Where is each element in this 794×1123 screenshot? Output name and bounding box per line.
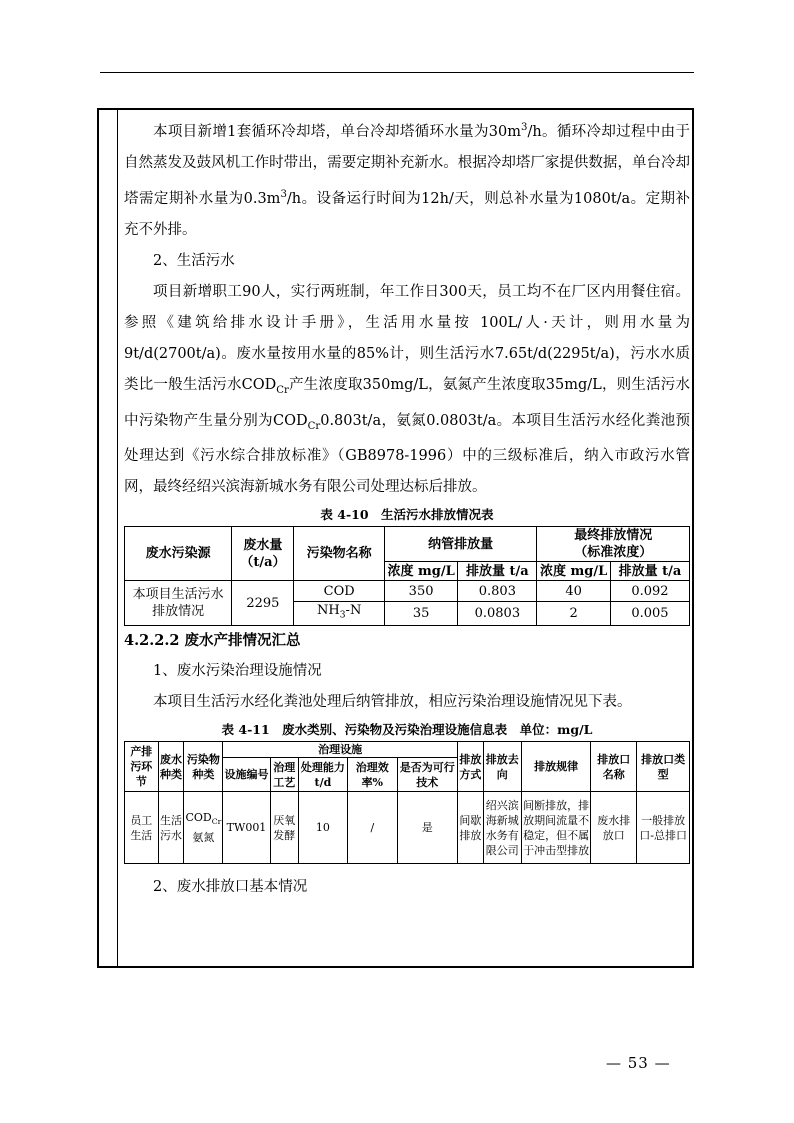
cell-final-amount: 0.092 <box>610 581 689 602</box>
cell-mode: 间歇排放 <box>457 792 483 864</box>
cell-efficiency: / <box>348 792 397 864</box>
outlet-heading: 2、废水排放口基本情况 <box>153 879 308 896</box>
cell-amount: 0.0803 <box>458 602 537 626</box>
header-stage: 产排污环节 <box>125 742 159 792</box>
cell-conc: 350 <box>384 581 457 602</box>
cell-dest: 绍兴滨海新城水务有限公司 <box>483 792 521 864</box>
table-4-10-caption: 表 4-10 生活污水排放情况表 <box>320 507 494 523</box>
table-row <box>125 581 690 602</box>
header-amount: 排放量 t/a <box>458 562 537 581</box>
cell-pollutant: $COD_{Cr}$ 氨氮 <box>184 792 223 864</box>
header-final-discharge: 最终排放情况 （标准浓度） <box>537 527 690 562</box>
cell-final-conc: 40 <box>537 581 610 602</box>
header-dest: 排放去向 <box>483 742 521 792</box>
cell-outlet-name: 废水排放口 <box>591 792 637 864</box>
header-capacity: 处理能力 t/d <box>298 758 347 792</box>
header-facility: 治理设施 <box>223 742 458 758</box>
header-conc: 浓度 mg/L <box>384 562 457 581</box>
header-pollutant: 污染物名称 <box>294 527 384 581</box>
page-number: — 53 — <box>606 1054 671 1072</box>
cell-process: 厌氧发酵 <box>270 792 298 864</box>
cell-stage: 员工生活 <box>125 792 159 864</box>
table-row <box>125 792 690 864</box>
table-4-11-caption: 表 4-11 废水类别、污染物及污染治理设施信息表 单位：mg/L <box>221 722 593 738</box>
cell-pollutant: COD <box>294 581 384 602</box>
header-outlet-name: 排放口名称 <box>591 742 637 792</box>
facilities-heading: 1、废水污染治理设施情况 <box>153 663 322 680</box>
header-efficiency: 治理效率% <box>348 758 397 792</box>
table-4-11 <box>124 741 690 864</box>
header-final-amount: 排放量 t/a <box>610 562 689 581</box>
facilities-paragraph: 本项目生活污水经化粪池处理后纳管排放，相应污染治理设施情况见下表。 <box>153 694 632 711</box>
frame-margin-line <box>117 108 118 968</box>
content <box>124 112 690 903</box>
header-rule: 排放规律 <box>521 742 590 792</box>
cell-final-conc: 2 <box>537 602 610 626</box>
header-pollutant: 污染物种类 <box>184 742 223 792</box>
header-type: 废水种类 <box>158 742 184 792</box>
header-pipe-discharge: 纳管排放量 <box>384 527 537 562</box>
cell-rule: 间断排放，排放期间流量不稳定，但不属于冲击型排放 <box>521 792 590 864</box>
summary-heading: 4.2.2.2 废水产排情况汇总 <box>124 632 301 650</box>
header-outlet-type: 排放口类型 <box>637 742 690 792</box>
cell-volume: 2295 <box>232 581 294 626</box>
cell-source: 本项目生活污水排放情况 <box>125 581 232 626</box>
table-4-10 <box>124 526 690 626</box>
header-rule <box>100 72 694 73</box>
cell-conc: 35 <box>384 602 457 626</box>
header-mode: 排放方式 <box>457 742 483 792</box>
header-process: 治理工艺 <box>270 758 298 792</box>
domestic-sewage-heading: 2、生活污水 <box>153 252 235 269</box>
cell-amount: 0.803 <box>458 581 537 602</box>
header-code: 设施编号 <box>223 758 270 792</box>
cell-code: TW001 <box>223 792 270 864</box>
domestic-sewage-paragraph: 项目新增职工90人，实行两班制，年工作日300天，员工均不在厂区内用餐住宿。参照《建筑给排水设计手册》，生活用水量按 100L/人·天计，则用水量为9t/d(2700t/a)。废水量按用水量的85%计，则生活污水7.65t/d(2295t/a)，污水水质类比一般生活污水$COD_{Cr}$产生浓度取350mg/L，氨氮产生浓度取35mg/L，则生活污水中污染物产生量分别为$COD_{Cr}0.803t/a$，氨氮0.0803t/a。本项目生活污水经化粪池预处理达到《污水综合排放标准》（GB8978-1996）中的三级标准后，纳入市政污水管网，最终经绍兴滨海新城水务有限公司处理达标后排放。 <box>124 283 691 496</box>
header-source: 废水污染源 <box>125 527 232 581</box>
cell-type: 生活污水 <box>158 792 184 864</box>
header-final-conc: 浓度 mg/L <box>537 562 610 581</box>
cell-capacity: 10 <box>298 792 347 864</box>
cell-outlet-type: 一般排放口-总排口 <box>637 792 690 864</box>
cell-final-amount: 0.005 <box>610 602 689 626</box>
cell-pollutant: $NH_3-N$ <box>294 602 384 626</box>
header-volume: 废水量 （t/a） <box>232 527 294 581</box>
cell-feasible: 是 <box>397 792 457 864</box>
header-feasible: 是否为可行技术 <box>397 758 457 792</box>
cooling-tower-paragraph: 本项目新增1套循环冷却塔，单台冷却塔循环水量为$30m^3/h$。循环冷却过程中由于自然蒸发及鼓风机工作时带出，需要定期补充新水。根据冷却塔厂家提供数据，单台冷却塔需定期补水量为$0.3m^3/h$。设备运行时间为12h/天，则总补水量为1080t/a。定期补充不外排。 <box>124 122 691 238</box>
